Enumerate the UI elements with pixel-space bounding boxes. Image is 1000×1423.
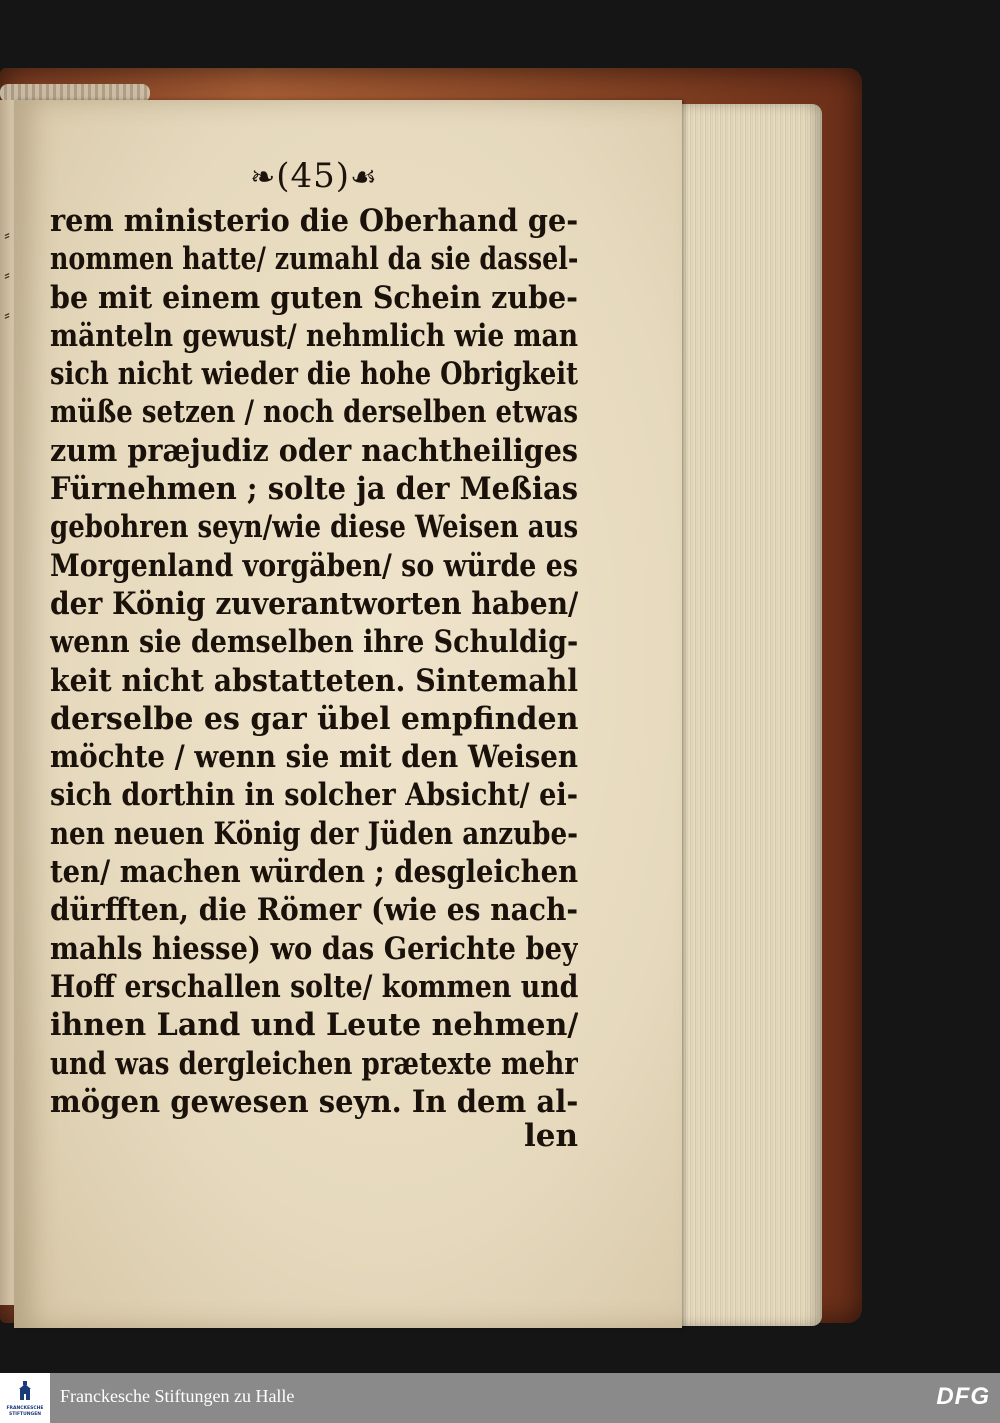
- institution-name[interactable]: Franckesche Stiftungen zu Halle: [60, 1386, 295, 1406]
- text-line: nen neuen König der Jüden anzube-: [50, 815, 578, 852]
- text-line: zum præjudiz oder nachtheiliges: [50, 432, 579, 469]
- text-line: dürfften, die Römer (wie es nach-: [50, 892, 579, 929]
- text-line: der König zuverantworten haben/: [50, 585, 578, 622]
- text-line: mänteln gewust/ nehmlich wie man: [50, 317, 579, 354]
- facing-page-marks: ⸗ ⸗ ⸗: [4, 225, 10, 324]
- book-page: [14, 100, 682, 1328]
- ornament-right-icon: ☙: [350, 160, 378, 195]
- text-line: sich nicht wieder die hohe Obrigkeit: [50, 356, 579, 393]
- page-edges: [676, 104, 822, 1326]
- dfg-logo[interactable]: DFG: [936, 1383, 990, 1410]
- text-line: Fürnehmen ; solte ja der Meßias: [50, 471, 579, 508]
- catchword: len: [523, 1118, 578, 1154]
- institution-logo[interactable]: [0, 1373, 50, 1423]
- text-line: möchte / wenn sie mit den Weisen: [50, 739, 579, 776]
- text-line: ten/ machen würden ; desgleichen: [50, 854, 578, 891]
- building-icon: [17, 1381, 33, 1401]
- ornament-left-icon: ❧: [250, 160, 277, 195]
- text-line: mögen gewesen seyn. In dem al-: [50, 1083, 578, 1120]
- text-line: be mit einem guten Schein zube-: [50, 279, 579, 316]
- text-line: sich dorthin in solcher Absicht/ ei-: [50, 777, 578, 814]
- text-line: und was dergleichen prætexte mehr: [50, 1045, 578, 1082]
- text-line: derselbe es gar übel empfinden: [50, 700, 578, 737]
- text-line: mahls hiesse) wo das Gerichte bey: [50, 930, 578, 967]
- body-text: [50, 202, 578, 1121]
- text-line: wenn sie demselben ihre Schuldig-: [50, 624, 579, 661]
- text-line: rem ministerio die Oberhand ge-: [50, 203, 578, 239]
- page-number: [214, 156, 414, 196]
- logo-text: FRANCKESCHE STIFTUNGEN: [6, 1406, 44, 1417]
- page-number-text: (45): [276, 156, 351, 196]
- text-line: Hoff erschallen solte/ kommen und: [50, 968, 579, 1005]
- text-line: müße setzen / noch derselben etwas: [50, 394, 578, 431]
- text-line: keit nicht abstatteten. Sintemahl: [50, 662, 579, 699]
- text-line: nommen hatte/ zumahl da sie dassel-: [50, 241, 578, 278]
- text-line: Morgenland vorgäben/ so würde es: [50, 547, 579, 584]
- footer-bar: [0, 1373, 1000, 1423]
- text-line: gebohren seyn/wie diese Weisen aus: [50, 509, 578, 546]
- text-line: ihnen Land und Leute nehmen/: [50, 1007, 579, 1044]
